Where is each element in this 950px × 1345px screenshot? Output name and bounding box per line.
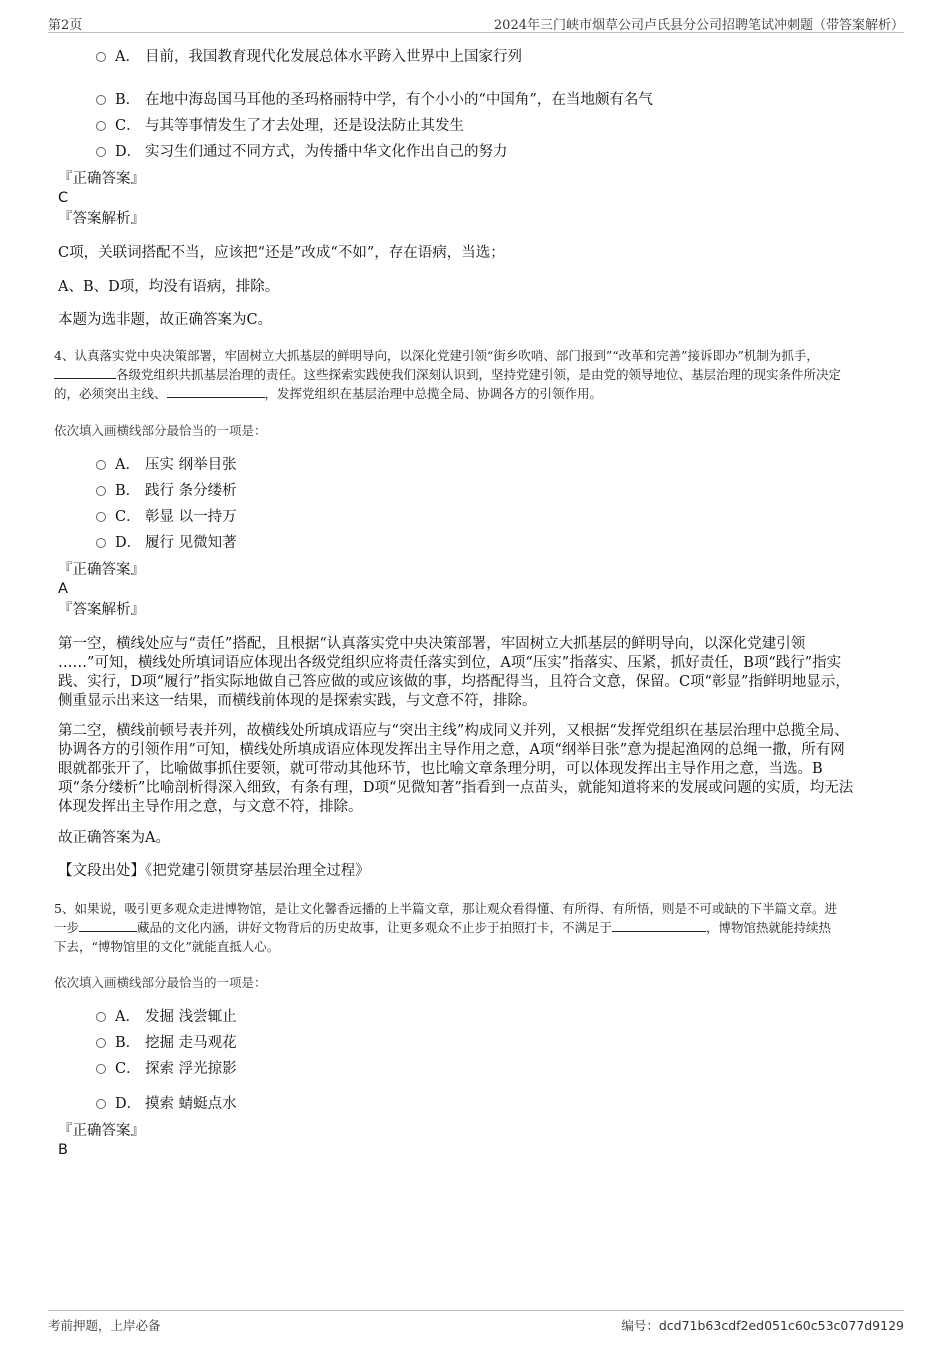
document-title: 2024年三门峡市烟草公司卢氏县分公司招聘笔试冲刺题（带答案解析） [493,18,904,33]
page-number: 第2页 [48,18,83,33]
q4-answer-label: 『正确答案』 [58,562,145,578]
q4-analysis-label: 『答案解析』 [58,602,145,618]
blank-line [79,919,137,932]
q4-analysis-paragraph-2: 第二空，横线前顿号表并列，故横线处所填成语应与“突出主线”构成同义并列，又根据“发挥党组织在基层治理中总揽全局、 协调各方的引领作用”可知，横线处所填成语应体现发挥出主导作用之意，A项“纲举目张”意为提起渔网的总绳一撒，所有网 眼就都张开了，比喻做事抓住要领，就可带动其他环节，也比喻文章条理分明，可以体现发挥出主导作用之意，当选。B 项“条分缕析”比喻剖析得深入细致，有条有理，D项“见微知著”指看到一点苗头，就能知道将来的发展或问题的实质，均无法 体现发挥出主导作用之意，与文意不符，排除。 [58,723,854,815]
q3-analysis-label: 『答案解析』 [58,211,145,227]
q3-option-d[interactable]: D． 实习生们通过不同方式，为传播中华文化作出自己的努力 [96,143,508,161]
q4-answer: A [58,581,68,597]
q5-option-d[interactable]: D． 摸索 蜻蜓点水 [96,1095,237,1113]
radio-icon[interactable] [96,460,106,470]
radio-icon[interactable] [96,1064,106,1074]
q5-stem: 5、如果说，吸引更多观众走进博物馆，是让文化馨香远播的上半篇文章，那让观众看得懂、有所得、有所悟，则是不可或缺的下半篇文章。进 一步 藏品的文化内涵，讲好文物背后的历史故事，让更多观众不止步于拍照打卡，不满足于 ，博物馆热就能持续热 下去，“博物馆里的文化”就能直抵人心。 [54,901,837,954]
radio-icon[interactable] [96,52,106,62]
q3-analysis-line: C项，关联词搭配不当，应该把“还是”改成“不如”，存在语病，当选； [58,245,505,261]
q4-option-b[interactable]: B． 践行 条分缕析 [96,482,237,500]
radio-icon[interactable] [96,121,106,131]
q4-analysis-paragraph-1: 第一空，横线处应与“责任”搭配，且根据“认真落实党中央决策部署，牢固树立大抓基层的鲜明导向，以深化党建引领 ……”可知，横线处所填词语应体现出各级党组织应将责任落实到位，A项“压实”指落实、压紧，抓好责任，B项“践行”指实 践、实行，D项“履行”指实际地做自己答应做的或应该做的事，均搭配得当，且符合文意，保留。C项“彰显”指鲜明地显示， 侧重显示出来这一结果，而横线前体现的是探索实践，与文意不符，排除。 [58,636,850,709]
blank-line [612,919,706,932]
radio-icon[interactable] [96,147,106,157]
q5-answer-label: 『正确答案』 [58,1123,145,1139]
q4-option-d[interactable]: D． 履行 见微知著 [96,534,237,552]
blank-line [54,366,116,379]
q3-answer: C [58,190,69,206]
q5-prompt: 依次填入画横线部分最恰当的一项是： [54,975,267,990]
q3-answer-label: 『正确答案』 [58,171,145,187]
q3-option-c[interactable]: C． 与其等事情发生了才去处理，还是设法防止其发生 [96,117,464,135]
q3-analysis-line: 本题为选非题，故正确答案为C。 [58,312,273,328]
q5-option-c[interactable]: C． 探索 浮光掠影 [96,1060,237,1078]
page-header [48,14,904,33]
radio-icon[interactable] [96,95,106,105]
q5-option-a[interactable]: A． 发掘 浅尝辄止 [96,1008,237,1026]
q5-option-b[interactable]: B． 挖掘 走马观花 [96,1034,237,1052]
q4-prompt: 依次填入画横线部分最恰当的一项是： [54,423,267,438]
q4-conclusion: 故正确答案为A。 [58,830,170,846]
radio-icon[interactable] [96,538,106,548]
q4-source: 【文段出处】《把党建引领贯穿基层治理全过程》 [58,863,370,879]
q5-answer: B [58,1142,68,1158]
q3-analysis-line: A、B、D项，均没有语病，排除。 [58,279,280,295]
q4-stem: 4、认真落实党中央决策部署，牢固树立大抓基层的鲜明导向，以深化党建引领“街乡吹哨、部门报到”“改革和完善”接诉即办”机制为抓手， 各级党组织共抓基层治理的责任。这些探索实践使我们深刻认识到，坚持党建引领，是由党的领导地位、基层治理的现实条件所决定 的，必须突出主线、 ，发挥党组织在基层治理中总揽全局、协调各方的引领作用。 [54,348,842,401]
footer-slogan: 考前押题，上岸必备 [48,1318,161,1333]
q4-option-a[interactable]: A． 压实 纲举目张 [96,456,237,474]
radio-icon[interactable] [96,1099,106,1109]
document-code: 编号：dcd71b63cdf2ed051c60c53c077d9129 [621,1318,904,1333]
radio-icon[interactable] [96,1038,106,1048]
blank-line [167,385,265,398]
radio-icon[interactable] [96,486,106,496]
q4-option-c[interactable]: C． 彰显 以一持万 [96,508,237,526]
radio-icon[interactable] [96,1012,106,1022]
q3-option-b[interactable]: B． 在地中海岛国马耳他的圣玛格丽特中学，有个小小的“中国角”，在当地颇有名气 [96,91,653,109]
q3-option-a[interactable]: A． 目前，我国教育现代化发展总体水平跨入世界中上国家行列 [96,48,522,66]
page-footer [48,1310,904,1335]
radio-icon[interactable] [96,512,106,522]
